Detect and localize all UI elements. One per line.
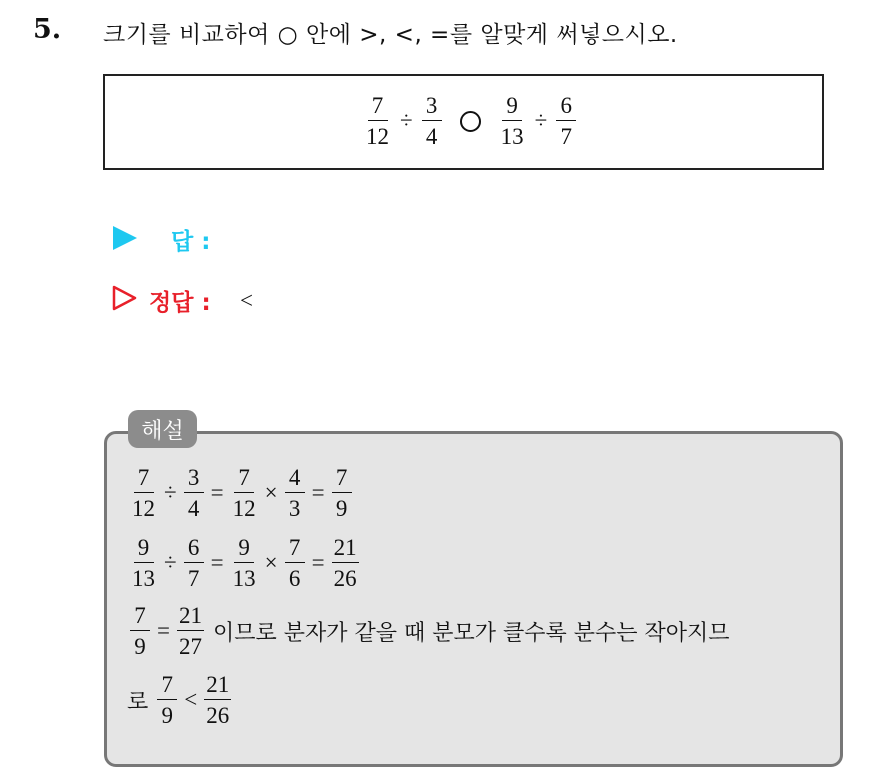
less-than-sign: < (184, 687, 198, 712)
equals-sign: = (210, 550, 224, 575)
numerator: 4 (285, 466, 305, 493)
denominator: 3 (288, 496, 301, 521)
comparison-circle[interactable] (460, 111, 481, 132)
divide-sign: ÷ (164, 480, 177, 505)
denominator: 12 (232, 496, 256, 521)
denominator: 13 (132, 566, 155, 591)
numerator: 6 (556, 94, 576, 121)
fraction (285, 536, 305, 590)
numerator: 3 (422, 94, 442, 121)
fraction (157, 673, 177, 727)
numerator: 7 (332, 466, 352, 493)
explanation-line-1 (127, 466, 355, 520)
answer-label: 답 : (171, 229, 211, 255)
equals-sign: = (311, 480, 325, 505)
explanation-text: 이므로 분자가 같을 때 분모가 클수록 분수는 작아지므 (212, 620, 730, 646)
denominator: 4 (187, 496, 200, 521)
numerator: 9 (234, 536, 254, 563)
explanation-tab: 해설 (128, 410, 197, 448)
denominator: 7 (560, 124, 572, 149)
equals-sign: = (210, 480, 224, 505)
correct-answer-value: < (240, 288, 253, 313)
denominator: 9 (335, 496, 348, 521)
fraction (204, 673, 231, 727)
divide-sign: ÷ (164, 550, 177, 575)
numerator: 21 (204, 673, 231, 700)
fraction (231, 536, 258, 590)
problem-box (103, 74, 824, 170)
denominator: 9 (134, 634, 146, 659)
fraction (130, 466, 157, 520)
correct-answer-label: 정답 : (149, 290, 211, 316)
fraction-6-7 (556, 94, 576, 148)
outline-triangle-icon (112, 285, 138, 311)
numerator: 7 (134, 466, 154, 493)
denominator: 9 (161, 703, 174, 728)
numerator: 7 (234, 466, 254, 493)
numerator: 7 (130, 604, 150, 631)
multiply-sign: × (264, 480, 278, 505)
denominator: 6 (288, 566, 301, 591)
numerator: 9 (134, 536, 154, 563)
numerator: 6 (184, 536, 204, 563)
equals-sign: = (311, 550, 325, 575)
explanation-line-4 (127, 673, 234, 727)
divide-sign: ÷ (534, 108, 548, 133)
fraction-9-13 (499, 94, 526, 148)
fraction (332, 466, 352, 520)
fraction (184, 536, 204, 590)
fraction (184, 466, 204, 520)
fraction-7-12 (364, 94, 391, 148)
denominator: 26 (206, 703, 230, 728)
fraction (177, 604, 204, 658)
denominator: 26 (333, 566, 357, 591)
fraction (231, 466, 258, 520)
denominator: 27 (178, 634, 202, 659)
explanation-text: 로 (127, 689, 149, 715)
numerator: 7 (368, 94, 388, 121)
fraction (285, 466, 305, 520)
denominator: 12 (132, 496, 155, 521)
numerator: 9 (502, 94, 522, 121)
denominator: 4 (425, 124, 438, 149)
fraction-3-4 (422, 94, 442, 148)
question-text: 크기를 비교하여 ○ 안에 >, <, =를 알맞게 써넣으시오. (103, 22, 678, 48)
explanation-line-3 (127, 604, 735, 658)
denominator: 13 (500, 124, 524, 149)
denominator: 13 (232, 566, 256, 591)
equals-sign: = (157, 618, 170, 643)
numerator: 21 (332, 536, 359, 563)
problem-expression (360, 94, 580, 148)
fraction (130, 604, 150, 658)
numerator: 3 (184, 466, 204, 493)
explanation-line-2 (127, 536, 362, 590)
denominator: 12 (366, 124, 389, 149)
numerator: 7 (285, 536, 305, 563)
fraction (130, 536, 157, 590)
play-triangle-icon (113, 226, 137, 250)
fraction (332, 536, 359, 590)
numerator: 21 (177, 604, 204, 631)
question-number: 5. (33, 14, 62, 45)
denominator: 7 (187, 566, 200, 591)
divide-sign: ÷ (400, 108, 413, 133)
numerator: 7 (157, 673, 177, 700)
multiply-sign: × (264, 550, 278, 575)
